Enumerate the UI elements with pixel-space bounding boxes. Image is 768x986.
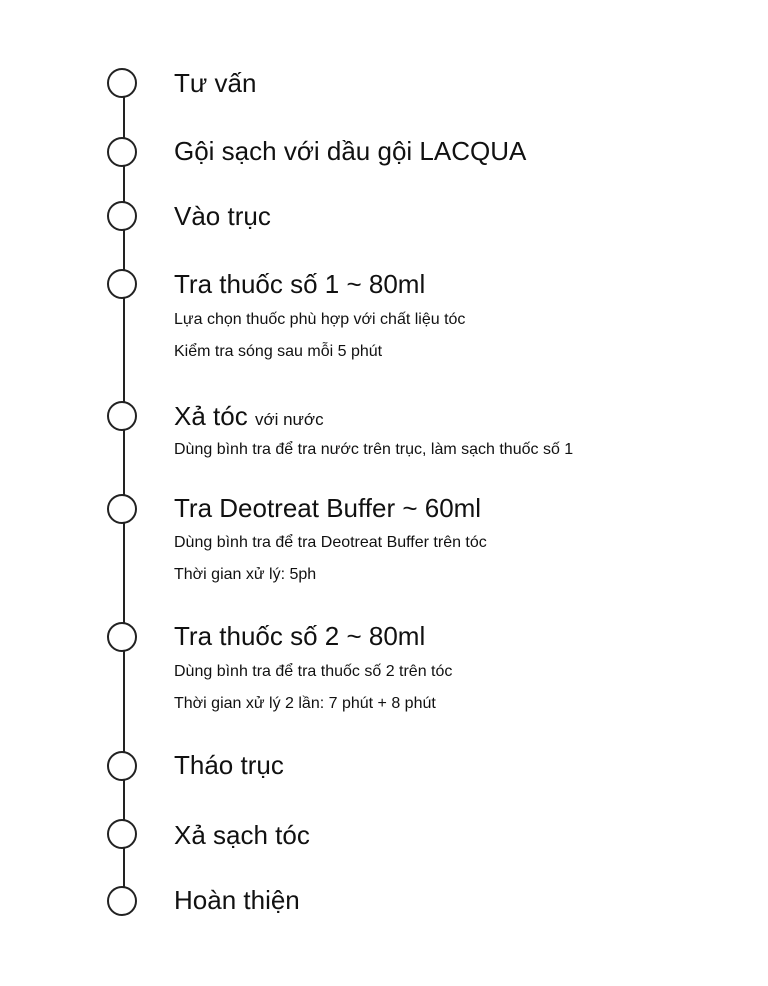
- step-5-detail-1: Dùng bình tra để tra nước trên trục, làm sạch thuốc số 1: [174, 441, 574, 458]
- step-node-8: [107, 751, 137, 781]
- step-node-1: [107, 68, 137, 98]
- step-title-9: Xả sạch tóc: [174, 820, 310, 850]
- step-node-7: [107, 622, 137, 652]
- step-6-detail-1: Dùng bình tra để tra Deotreat Buffer trên tóc: [174, 534, 487, 551]
- step-title-5-main: Xả tóc: [174, 401, 248, 431]
- step-title-2: Gội sạch với dầu gội LACQUA: [174, 136, 527, 166]
- step-title-7: Tra thuốc số 2 ~ 80ml: [174, 621, 426, 651]
- step-node-9: [107, 819, 137, 849]
- step-7-detail-2: Thời gian xử lý 2 lần: 7 phút + 8 phút: [174, 695, 436, 712]
- step-title-3: Vào trục: [174, 201, 271, 231]
- step-node-5: [107, 401, 137, 431]
- step-title-1: Tư vấn: [174, 68, 257, 98]
- step-4-detail-2: Kiểm tra sóng sau mỗi 5 phút: [174, 343, 383, 360]
- step-title-6: Tra Deotreat Buffer ~ 60ml: [174, 493, 482, 523]
- step-node-10: [107, 886, 137, 916]
- step-node-2: [107, 137, 137, 167]
- step-4-detail-1: Lựa chọn thuốc phù hợp với chất liệu tóc: [174, 311, 466, 328]
- step-node-6: [107, 494, 137, 524]
- step-7-detail-1: Dùng bình tra để tra thuốc số 2 trên tóc: [174, 663, 453, 680]
- step-6-detail-2: Thời gian xử lý: 5ph: [174, 566, 317, 583]
- step-node-3: [107, 201, 137, 231]
- step-title-8: Tháo trục: [174, 750, 284, 780]
- step-node-4: [107, 269, 137, 299]
- step-title-5-suffix: với nước: [254, 410, 324, 429]
- step-title-5: [174, 401, 324, 435]
- step-title-10: Hoàn thiện: [174, 885, 300, 915]
- step-title-4: Tra thuốc số 1 ~ 80ml: [174, 269, 426, 299]
